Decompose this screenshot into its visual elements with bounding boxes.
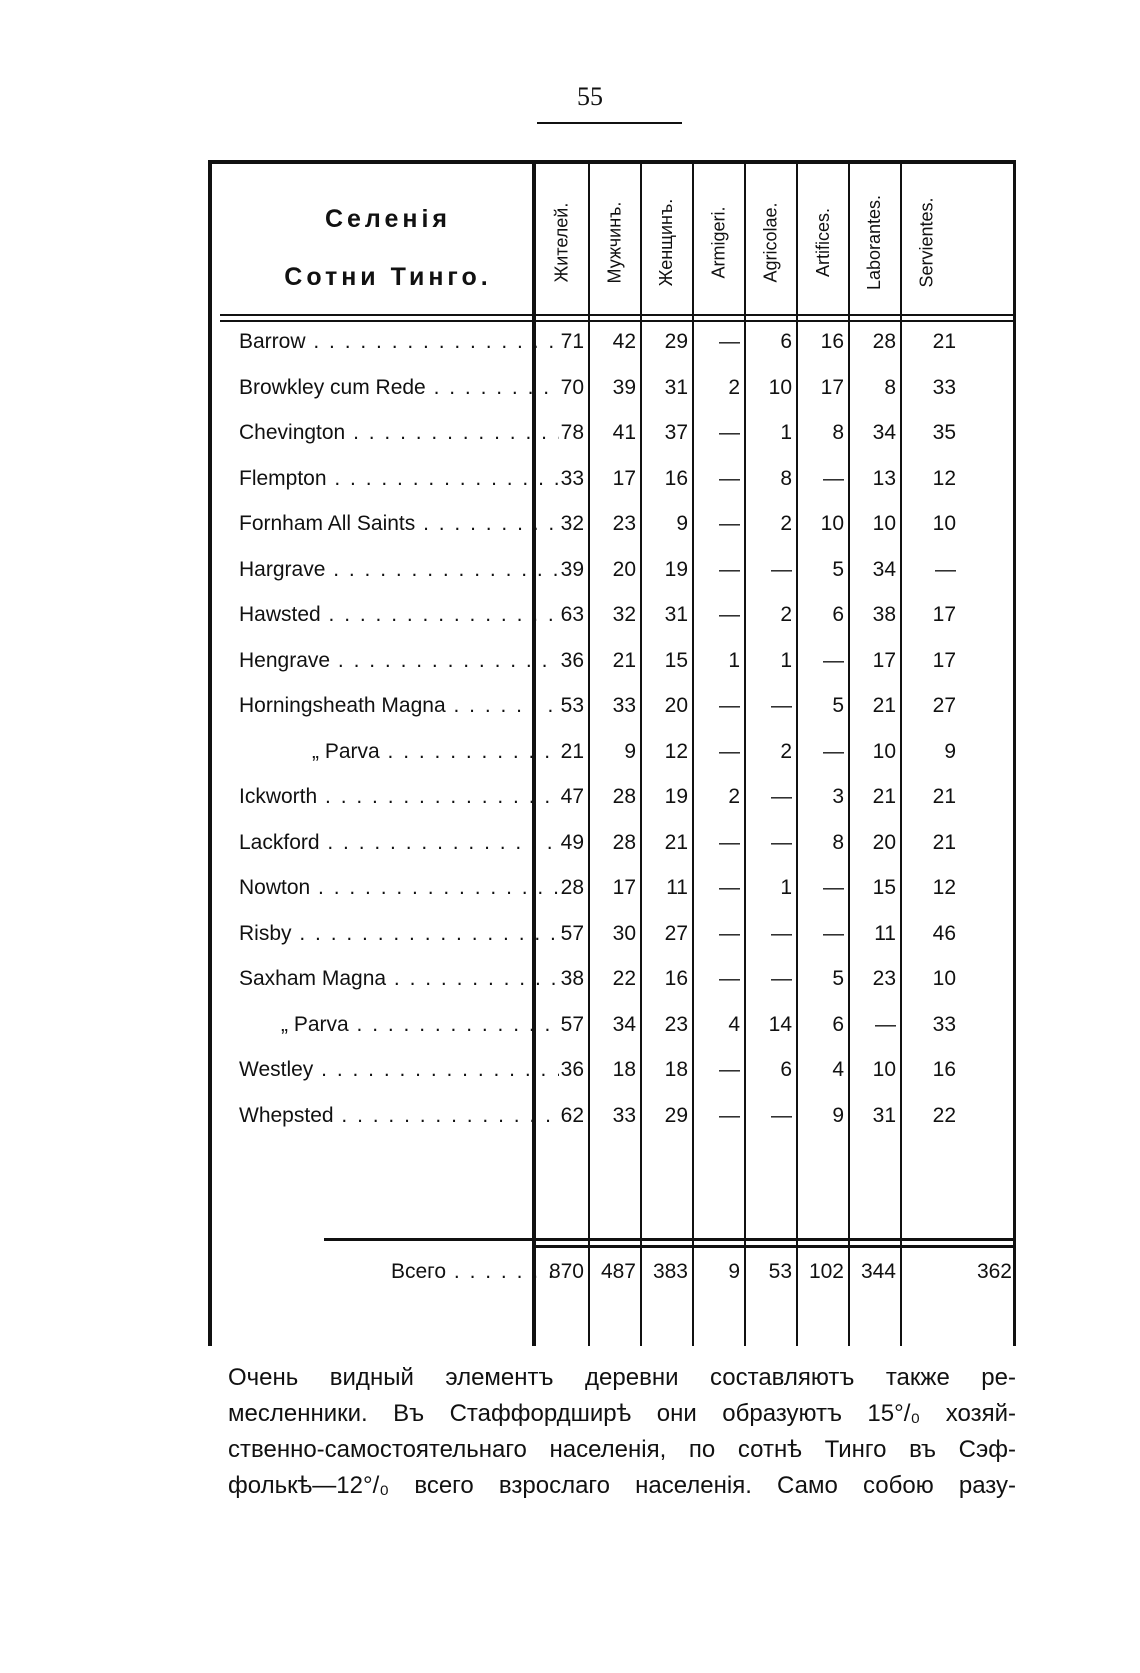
table-cell: —: [719, 1058, 740, 1081]
row-name: „ Parva . . .: [239, 732, 559, 772]
column-header-armigeri: [692, 174, 746, 310]
table-cell: —: [719, 876, 740, 899]
row-name: Horningsheath Magna . . .: [239, 686, 559, 726]
table-cell: 1: [780, 648, 792, 672]
table-row: [208, 1096, 1016, 1136]
table-cell: 28: [612, 830, 636, 854]
row-name: Nowton . . .: [239, 868, 559, 908]
table-cell: 37: [664, 421, 688, 444]
table-cell: 12: [664, 739, 688, 763]
table-cell: 21: [872, 694, 896, 717]
column-header-label: Laborantes.: [864, 194, 885, 290]
table-cell: 21: [932, 785, 956, 808]
table-cell: 9: [676, 512, 688, 535]
table-cell: 28: [560, 876, 584, 899]
table-cell: 8: [832, 830, 844, 854]
table-cell: 31: [872, 1103, 896, 1127]
table-total-row: [208, 1252, 1016, 1292]
table-cell: 1: [780, 421, 792, 444]
column-header-laborantes: [848, 174, 902, 310]
total-cell: 102: [808, 1260, 844, 1283]
column-header-label: Artifices.: [812, 207, 833, 277]
table-cell: 70: [560, 375, 584, 399]
table-cell: 33: [932, 375, 956, 399]
table-cell: 46: [932, 921, 956, 945]
total-cell: 9: [728, 1260, 740, 1283]
table-cell: 62: [560, 1103, 584, 1127]
table-cell: 10: [820, 512, 844, 535]
table-cell: 13: [872, 466, 896, 490]
column-header-label: Agricolae.: [760, 201, 781, 283]
table-cell: 16: [664, 967, 688, 990]
total-cell: 870: [548, 1260, 584, 1283]
table-cell: 36: [560, 1058, 584, 1081]
column-header-servientes: [900, 174, 954, 310]
paragraph-line: Очень видный элементъ деревни составляютъ также ре-: [228, 1364, 1016, 1391]
table-cell: 33: [612, 1103, 636, 1127]
table-cell: 29: [664, 1103, 688, 1127]
population-table: [208, 160, 1016, 1346]
table-cell: 33: [932, 1012, 956, 1036]
table-cell: 4: [728, 1012, 740, 1036]
table-cell: —: [719, 557, 740, 581]
table-row: [208, 823, 1016, 863]
table-cell: —: [719, 1103, 740, 1127]
table-cell: 2: [728, 375, 740, 399]
table-cell: —: [875, 1012, 896, 1036]
table-cell: —: [823, 876, 844, 899]
table-cell: 78: [560, 421, 584, 444]
table-header-title: [228, 190, 548, 306]
table-cell: 9: [944, 739, 956, 763]
total-cell: 383: [652, 1260, 688, 1283]
total-cell: 344: [860, 1260, 896, 1283]
total-cell: 487: [600, 1260, 636, 1283]
table-cell: 8: [780, 466, 792, 490]
table-cell: 34: [612, 1012, 636, 1036]
row-name: Hawsted . . .: [239, 595, 559, 635]
table-cell: 9: [832, 1103, 844, 1127]
table-cell: 39: [560, 557, 584, 581]
table-row: [208, 459, 1016, 499]
table-cell: —: [771, 785, 792, 808]
table-cell: 38: [872, 603, 896, 626]
table-cell: 20: [664, 694, 688, 717]
table-cell: 20: [612, 557, 636, 581]
table-cell: 53: [560, 694, 584, 717]
table-cell: 23: [872, 967, 896, 990]
column-header-agricolae: [744, 174, 798, 310]
column-header-label: Жителей.: [551, 202, 572, 282]
table-cell: —: [771, 967, 792, 990]
sum-rule: [536, 1238, 1016, 1241]
table-row: [208, 368, 1016, 408]
table-cell: —: [771, 1103, 792, 1127]
table-cell: 10: [872, 512, 896, 535]
table-cell: 5: [832, 967, 844, 990]
table-cell: 17: [932, 648, 956, 672]
row-name: Ickworth . . .: [239, 777, 559, 817]
table-cell: —: [719, 694, 740, 717]
column-header-women: [640, 174, 694, 310]
row-name: Saxham Magna . . .: [239, 959, 559, 999]
table-cell: 32: [612, 603, 636, 626]
table-cell: 21: [872, 785, 896, 808]
column-header-artifices: [796, 174, 850, 310]
table-row: [208, 732, 1016, 772]
table-cell: 21: [932, 330, 956, 353]
table-cell: 10: [768, 375, 792, 399]
table-top-border: [208, 160, 1016, 164]
table-cell: 27: [932, 694, 956, 717]
table-row: [208, 550, 1016, 590]
table-row: [208, 777, 1016, 817]
table-cell: 38: [560, 967, 584, 990]
table-cell: 17: [612, 876, 636, 899]
row-name: „ Parva . . .: [239, 1005, 559, 1045]
header-title-line: Сотни Тинго.: [284, 263, 492, 291]
total-cell: 362: [976, 1260, 1012, 1283]
table-cell: 4: [832, 1058, 844, 1081]
row-name: Hargrave . . .: [239, 550, 559, 590]
table-cell: 34: [872, 421, 896, 444]
table-cell: 32: [560, 512, 584, 535]
row-name: Lackford . . .: [239, 823, 559, 863]
table-cell: 19: [664, 785, 688, 808]
table-cell: —: [771, 921, 792, 945]
body-paragraph: [228, 1360, 1016, 1504]
table-cell: 21: [560, 739, 584, 763]
table-row: [208, 595, 1016, 635]
table-cell: 11: [666, 876, 688, 899]
table-cell: —: [719, 739, 740, 763]
table-cell: 8: [884, 375, 896, 399]
page-number: 55: [577, 82, 603, 111]
table-cell: —: [771, 830, 792, 854]
table-cell: 2: [780, 603, 792, 626]
table-cell: 21: [664, 830, 688, 854]
total-cell: 53: [768, 1260, 792, 1283]
table-cell: 16: [820, 330, 844, 353]
table-cell: 28: [612, 785, 636, 808]
row-name: Hengrave . . .: [239, 641, 559, 681]
table-row: [208, 1050, 1016, 1090]
table-cell: 63: [560, 603, 584, 626]
paragraph-line: ственно-самостоятельнаго населенія, по сотнѣ Тинго въ Сэф-: [228, 1436, 1016, 1463]
header-title-line: Селенія: [324, 205, 452, 233]
table-cell: 20: [872, 830, 896, 854]
table-cell: —: [719, 921, 740, 945]
table-cell: 15: [872, 876, 896, 899]
table-cell: 17: [932, 603, 956, 626]
table-cell: —: [771, 694, 792, 717]
table-row: [208, 914, 1016, 954]
table-row: [208, 959, 1016, 999]
table-cell: 18: [612, 1058, 636, 1081]
table-cell: —: [823, 648, 844, 672]
table-cell: 17: [612, 466, 636, 490]
row-name: Risby . . .: [239, 914, 559, 954]
column-header-men: [588, 174, 642, 310]
table-cell: 14: [768, 1012, 792, 1036]
table-cell: 22: [932, 1103, 956, 1127]
table-cell: 17: [872, 648, 896, 672]
row-name: Browkley cum Rede . . .: [239, 368, 559, 408]
table-cell: 23: [664, 1012, 688, 1036]
table-row: [208, 686, 1016, 726]
table-cell: 8: [832, 421, 844, 444]
table-cell: —: [719, 466, 740, 490]
table-cell: 1: [780, 876, 792, 899]
table-cell: 16: [664, 466, 688, 490]
table-cell: 27: [664, 921, 688, 945]
table-cell: 49: [560, 830, 584, 854]
column-header-label: Servientes.: [916, 196, 937, 288]
paragraph-line: месленники. Въ Стаффордширѣ они образуютъ 15°/₀ хозяй-: [228, 1400, 1016, 1427]
table-cell: 10: [932, 967, 956, 990]
table-cell: 36: [560, 648, 584, 672]
table-cell: 18: [664, 1058, 688, 1081]
table-cell: 31: [664, 603, 688, 626]
table-row: [208, 1005, 1016, 1045]
table-cell: 41: [612, 421, 636, 444]
table-cell: —: [823, 466, 844, 490]
table-cell: —: [935, 557, 956, 581]
table-cell: 22: [612, 967, 636, 990]
table-cell: 12: [932, 466, 956, 490]
table-cell: 2: [780, 512, 792, 535]
table-cell: 11: [874, 921, 896, 945]
row-name: Всего . . .: [239, 1252, 559, 1292]
table-cell: 2: [780, 739, 792, 763]
table-cell: 12: [932, 876, 956, 899]
table-row: [208, 868, 1016, 908]
table-cell: 9: [624, 739, 636, 763]
table-cell: 2: [728, 785, 740, 808]
table-cell: 21: [612, 648, 636, 672]
row-name: Westley . . .: [239, 1050, 559, 1090]
column-header-label: Armigeri.: [708, 205, 729, 279]
table-row: [208, 504, 1016, 544]
table-cell: 39: [612, 375, 636, 399]
row-name: Chevington . . .: [239, 413, 559, 453]
table-cell: 35: [932, 421, 956, 444]
paragraph-line: фолькѣ—12°/₀ всего взрослаго населенія. Само собою разу-: [228, 1472, 1016, 1499]
table-cell: 34: [872, 557, 896, 581]
table-cell: 57: [560, 1012, 584, 1036]
table-cell: 1: [728, 648, 740, 672]
column-header-label: Мужчинъ.: [604, 201, 625, 283]
table-cell: 31: [664, 375, 688, 399]
table-cell: 19: [664, 557, 688, 581]
column-header-inhabitants: [535, 174, 589, 310]
table-cell: 10: [932, 512, 956, 535]
table-cell: 6: [780, 1058, 792, 1081]
header-rule: [220, 314, 1016, 316]
table-cell: —: [823, 921, 844, 945]
table-cell: 42: [612, 330, 636, 353]
table-cell: 10: [872, 1058, 896, 1081]
table-cell: 5: [832, 557, 844, 581]
table-cell: 10: [872, 739, 896, 763]
table-cell: 47: [560, 785, 584, 808]
row-name: Fornham All Saints . . .: [239, 504, 559, 544]
table-row: [208, 641, 1016, 681]
table-cell: 71: [560, 330, 584, 353]
row-name: Whepsted . . .: [239, 1096, 559, 1136]
table-cell: 16: [932, 1058, 956, 1081]
table-row: [208, 322, 1016, 362]
sum-rule: [324, 1238, 532, 1241]
table-cell: —: [719, 330, 740, 353]
page-number-rule: [537, 122, 682, 124]
table-cell: 17: [820, 375, 844, 399]
table-cell: 3: [832, 785, 844, 808]
table-cell: —: [719, 830, 740, 854]
table-cell: —: [823, 739, 844, 763]
table-cell: —: [771, 557, 792, 581]
table-row: [208, 413, 1016, 453]
table-cell: —: [719, 512, 740, 535]
table-cell: 5: [832, 694, 844, 717]
table-cell: 57: [560, 921, 584, 945]
column-header-label: Женщинъ.: [656, 198, 677, 286]
table-cell: 29: [664, 330, 688, 353]
row-name: Barrow . . .: [239, 322, 559, 362]
table-cell: 6: [780, 330, 792, 353]
table-cell: 33: [560, 466, 584, 490]
table-cell: —: [719, 421, 740, 444]
table-cell: 15: [664, 648, 688, 672]
table-cell: 33: [612, 694, 636, 717]
table-cell: 30: [612, 921, 636, 945]
table-cell: 21: [932, 830, 956, 854]
row-name: Flempton . . .: [239, 459, 559, 499]
table-cell: —: [719, 603, 740, 626]
table-cell: 23: [612, 512, 636, 535]
table-cell: 6: [832, 1012, 844, 1036]
table-cell: 6: [832, 603, 844, 626]
sum-rule: [536, 1245, 1016, 1248]
table-cell: —: [719, 967, 740, 990]
table-cell: 28: [872, 330, 896, 353]
